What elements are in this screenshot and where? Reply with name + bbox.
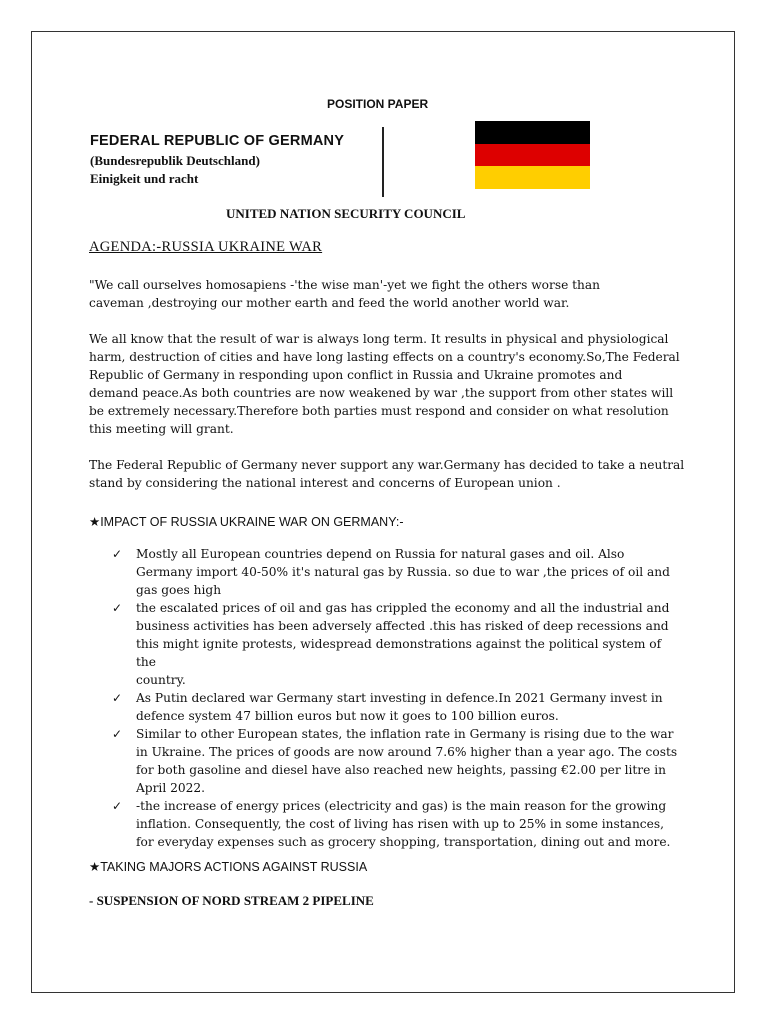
council-name: UNITED NATION SECURITY COUNCIL	[226, 206, 466, 221]
paragraph-line: be extremely necessary.Therefore both parties must respond and consider on what resolution	[89, 404, 669, 418]
flag-band-red	[475, 144, 590, 167]
action-item: - SUSPENSION OF NORD STREAM 2 PIPELINE	[89, 893, 374, 908]
germany-flag	[475, 121, 590, 189]
paragraph-line: The Federal Republic of Germany never support any war.Germany has decided to take a neutral	[89, 458, 685, 472]
list-item	[112, 545, 682, 599]
list-item-line: Similar to other European states, the inflation rate in Germany is rising due to the war	[136, 727, 674, 741]
check-icon: ✓	[112, 547, 123, 561]
list-item-line: business activities has been adversely affected .this has risked of deep recessions and	[136, 619, 669, 633]
paragraph-neutral-stand	[89, 456, 699, 492]
list-item-line: the escalated prices of oil and gas has crippled the economy and all the industrial and	[136, 601, 670, 615]
paragraph-line: stand by considering the national interest and concerns of European union .	[89, 476, 561, 490]
actions-heading: ★TAKING MAJORS ACTIONS AGAINST RUSSIA	[89, 860, 368, 874]
paragraph-war-effects	[89, 330, 699, 438]
list-item-line: for both gasoline and diesel have also reached new heights, passing €2.00 per litre in	[136, 763, 666, 777]
country-name: FEDERAL REPUBLIC OF GERMANY	[90, 133, 345, 149]
flag-band-black	[475, 121, 590, 144]
list-item	[112, 689, 682, 725]
check-icon: ✓	[112, 691, 123, 705]
list-item-line: defence system 47 billion euros but now it goes to 100 billion euros.	[136, 709, 559, 723]
country-motto: Einigkeit und racht	[90, 171, 199, 186]
paragraph-line: We all know that the result of war is always long term. It results in physical and physiological	[89, 332, 669, 346]
list-item-line: As Putin declared war Germany start investing in defence.In 2021 Germany invest in	[136, 691, 663, 705]
page-title: POSITION PAPER	[327, 97, 429, 111]
list-item-line: Mostly all European countries depend on Russia for natural gases and oil. Also	[136, 547, 625, 561]
paragraph-line: harm, destruction of cities and have long lasting effects on a country's economy.So,The Federal	[89, 350, 680, 364]
paragraph-line: demand peace.As both countries are now weakened by war ,the support from other states will	[89, 386, 674, 400]
list-item-line: this might ignite protests, widespread demonstrations against the political system of the	[136, 637, 662, 669]
quote-line: "We call ourselves homosapiens -'the wise man'-yet we fight the others worse than	[89, 278, 601, 292]
list-item-line: for everyday expenses such as grocery shopping, transportation, dining out and more.	[136, 835, 671, 849]
list-item-line: country.	[136, 673, 186, 687]
impact-heading: ★IMPACT OF RUSSIA UKRAINE WAR ON GERMANY:-	[89, 515, 404, 529]
country-native-name: (Bundesrepublik Deutschland)	[90, 153, 260, 168]
agenda-heading: AGENDA:-RUSSIA UKRAINE WAR	[89, 239, 323, 255]
list-item	[112, 599, 682, 689]
list-item-line: Germany import 40-50% it's natural gas by Russia. so due to war ,the prices of oil and	[136, 565, 670, 579]
divider-line	[382, 127, 384, 197]
list-item	[112, 797, 682, 851]
check-icon: ✓	[112, 799, 123, 813]
list-item-line: inflation. Consequently, the cost of living has risen with up to 25% in some instances,	[136, 817, 664, 831]
check-icon: ✓	[112, 601, 123, 615]
impact-list	[112, 545, 682, 851]
paragraph-line: this meeting will grant.	[89, 422, 234, 436]
opening-quote	[89, 276, 689, 312]
list-item-line: -the increase of energy prices (electricity and gas) is the main reason for the growing	[136, 799, 667, 813]
quote-line: caveman ,destroying our mother earth and feed the world another world war.	[89, 296, 570, 310]
check-icon: ✓	[112, 727, 123, 741]
list-item-line: April 2022.	[136, 781, 205, 795]
flag-band-gold	[475, 166, 590, 189]
list-item-line: in Ukraine. The prices of goods are now around 7.6% higher than a year ago. The costs	[136, 745, 678, 759]
list-item-line: gas goes high	[136, 583, 222, 597]
paragraph-line: Republic of Germany in responding upon conflict in Russia and Ukraine promotes and	[89, 368, 623, 382]
list-item	[112, 725, 682, 797]
